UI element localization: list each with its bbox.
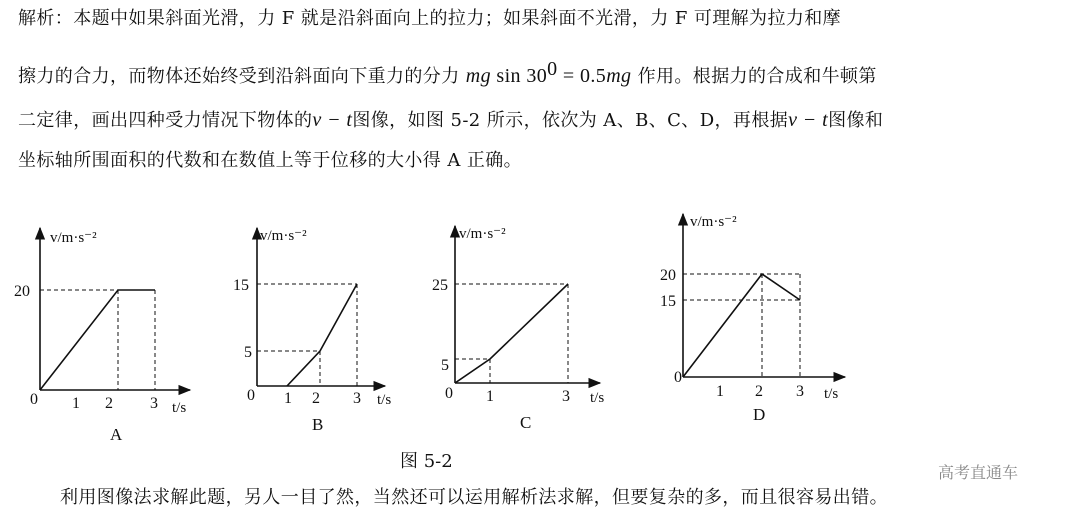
graph-c bbox=[432, 226, 604, 432]
graph-d bbox=[660, 214, 845, 424]
figure-caption: 图 5-2 bbox=[400, 451, 453, 472]
paragraph-line-2: 擦力的合力，而物体还始终受到沿斜面向下重力的分力 mg $\sin 30^0 = 0.5mg$ 作用。根据力的合成和牛顿第 bbox=[18, 58, 877, 87]
graph-a bbox=[14, 228, 190, 444]
y-tick-label: 20 bbox=[660, 267, 676, 284]
x-tick-label: 2 bbox=[105, 395, 113, 412]
velocity-curve bbox=[40, 290, 155, 390]
x-tick-label: 1 bbox=[716, 383, 724, 400]
x-tick-label: 3 bbox=[796, 383, 804, 400]
y-tick-label: 15 bbox=[233, 277, 249, 294]
x-tick-label: 3 bbox=[150, 395, 158, 412]
x-tick-label: 2 bbox=[312, 390, 320, 407]
x-axis-label: t/s bbox=[590, 390, 605, 406]
y-tick-label: 5 bbox=[441, 357, 449, 374]
y-tick-label: 25 bbox=[432, 277, 448, 294]
x-axis-label: t/s bbox=[172, 400, 187, 416]
closing-paragraph: 利用图像法求解此题，另人一目了然，当然还可以运用解析法求解，但要复杂的多，而且很容易出错。 bbox=[60, 487, 888, 508]
x-tick-label: 1 bbox=[284, 390, 292, 407]
y-tick-label: 15 bbox=[660, 293, 676, 310]
origin-label: 0 bbox=[30, 391, 38, 408]
x-axis-label: t/s bbox=[824, 386, 839, 402]
graph-label: B bbox=[312, 415, 324, 434]
paragraph-line-1: 解析：本题中如果斜面光滑，力 F 就是沿斜面向上的拉力；如果斜面不光滑，力 F 可理解为拉力和摩 bbox=[18, 8, 842, 29]
y-axis-label: v/m·s⁻² bbox=[690, 214, 737, 230]
x-tick-label: 3 bbox=[353, 390, 361, 407]
y-axis-label: v/m·s⁻² bbox=[459, 226, 506, 242]
graph-label: C bbox=[520, 413, 532, 432]
x-axis-label: t/s bbox=[377, 392, 392, 408]
velocity-curve bbox=[287, 284, 357, 386]
origin-label: 0 bbox=[674, 369, 682, 386]
y-tick-label: 20 bbox=[14, 283, 30, 300]
paragraph-line-3: 二定律，画出四种受力情况下物体的v − t图像，如图 5-2 所示，依次为 A、B、C、D，再根据v − t图像和 bbox=[18, 109, 884, 131]
x-tick-label: 3 bbox=[562, 388, 570, 405]
origin-label: 0 bbox=[445, 385, 453, 402]
graph-b bbox=[233, 228, 391, 434]
x-tick-label: 1 bbox=[486, 388, 494, 405]
formula-mg: mg bbox=[465, 65, 491, 87]
graph-label: A bbox=[110, 425, 123, 444]
velocity-curve bbox=[455, 284, 568, 383]
x-tick-label: 1 bbox=[72, 395, 80, 412]
y-tick-label: 5 bbox=[244, 344, 252, 361]
y-axis-label: v/m·s⁻² bbox=[50, 230, 97, 246]
watermark: 高考直通车 bbox=[938, 463, 1019, 482]
paragraph-line-4: 坐标轴所围面积的代数和在数值上等于位移的大小得 A 正确。 bbox=[18, 150, 523, 171]
x-tick-label: 2 bbox=[755, 383, 763, 400]
figure-5-2 bbox=[0, 200, 1080, 450]
velocity-curve bbox=[683, 274, 800, 377]
origin-label: 0 bbox=[247, 387, 255, 404]
y-axis-label: v/m·s⁻² bbox=[260, 228, 307, 244]
graph-label: D bbox=[753, 405, 766, 424]
